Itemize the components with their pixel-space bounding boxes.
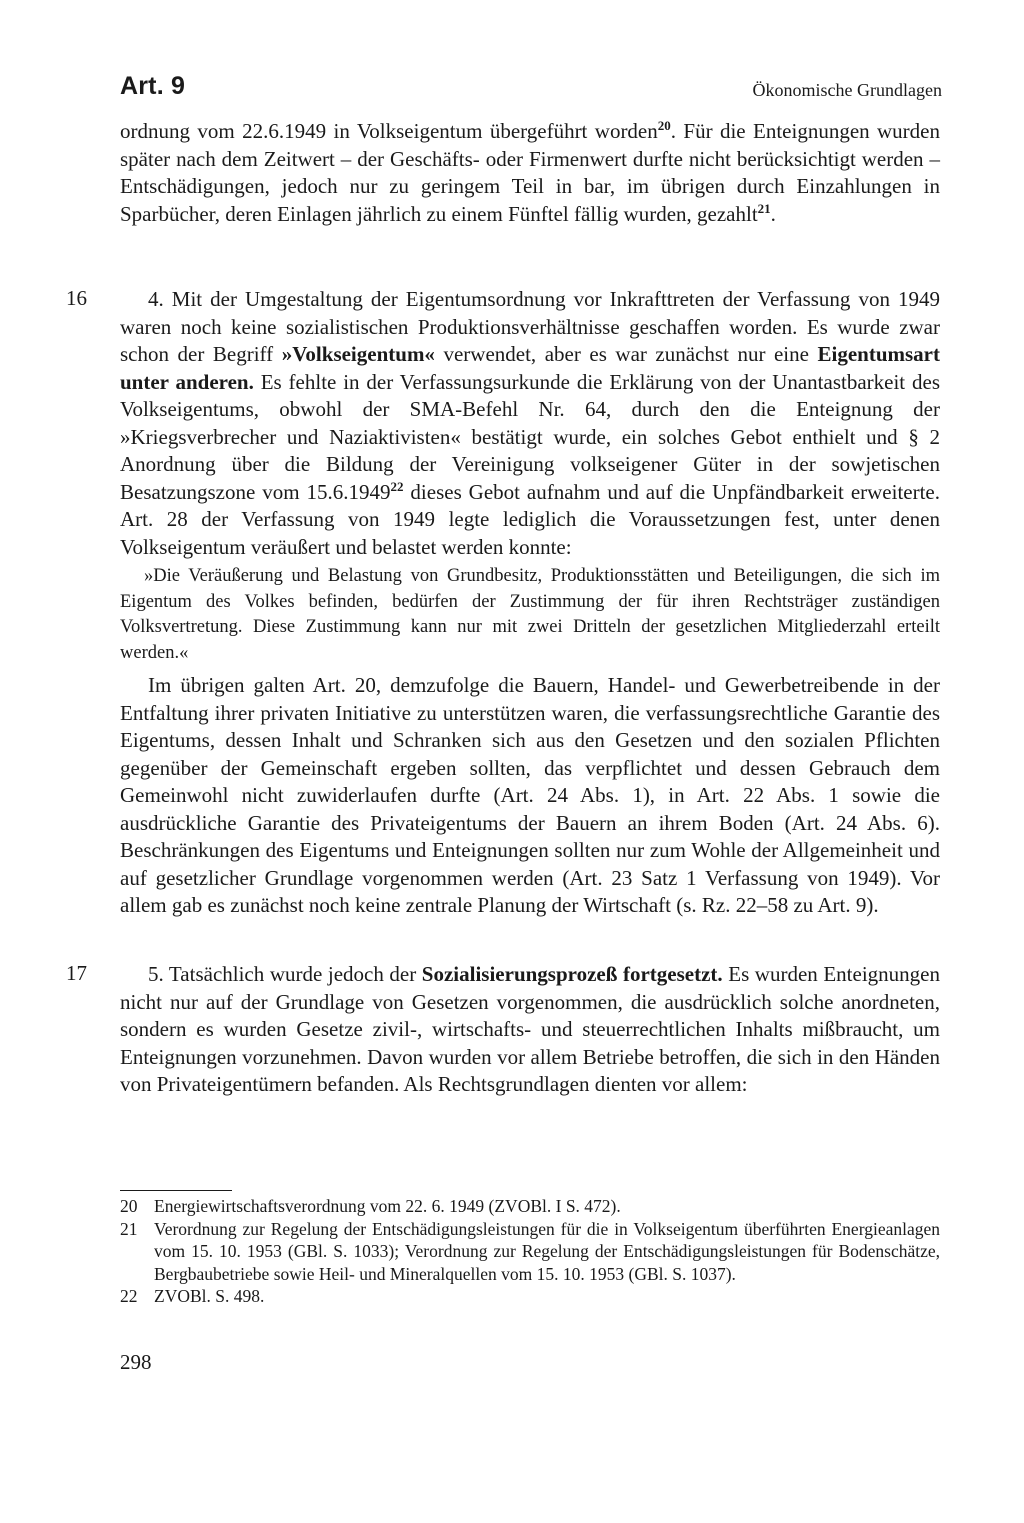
paragraph-16: 4. Mit der Umgestaltung der Eigentumsordnung vor Inkrafttreten der Verfassung von 1949 waren noch keine sozialistischen Produktionsverhältnisse geschaffen worden. Es wurde zwar schon der Begriff »Volkseigentum« verwendet, aber es war zunächst nur eine Eigentumsart unter anderen. Es fehlte in der Verfassungsurkunde die Erklärung von der Unantastbarkeit des Volkseigentums, obwohl der SMA-Befehl Nr. 64, durch den die Enteignung der »Kriegsverbrecher und Naziaktivisten« bestätigt wurde, ein solches Gebot enthielt und § 2 Anordnung über die Bildung der Vereinigung volkseigener Güter in der sowjetischen Besatzungszone vom 15.6.1949$^{22}$ dieses Gebot aufnahm und auf die Unpfändbarkeit erweiterte. Art. 28 der Verfassung von 1949 legte lediglich die Voraussetzungen fest, unter denen Volkseigentum veräußert und belastet werden konnte: bbox=[120, 287, 941, 559]
footnotes bbox=[120, 1195, 940, 1308]
footnote-20: 20 Energiewirtschaftsverordnung vom 22. 6. 1949 (ZVOBl. I S. 472). bbox=[120, 1196, 621, 1216]
article-label: Art. 9 bbox=[120, 72, 186, 100]
paragraph-17: 5. Tatsächlich wurde jedoch der Sozialisierungsprozeß fortgesetzt. Es wurden Enteignungen nicht nur auf der Grundlage von Gesetzen vorgenommen, die ausdrücklich solche anordneten, sondern es wurden Gesetze zivil-, wirtschafts- und steuerrechtlichen Inhalts mißbraucht, um Enteignungen vorzunehmen. Davon wurden vor allem Betriebe betroffen, die sich in den Händen von Privateigentümern befanden. Als Rechtsgrundlagen dienten vor allem: bbox=[120, 962, 940, 1096]
footnote-ref-21[interactable]: 21 bbox=[757, 200, 771, 216]
margin-number-17: 17 bbox=[66, 961, 87, 985]
footnote-divider bbox=[120, 1190, 232, 1191]
footnote-22: 22 ZVOBl. S. 498. bbox=[120, 1286, 265, 1306]
page-number: 298 bbox=[120, 1350, 152, 1374]
footnote-ref-20[interactable]: 20 bbox=[657, 118, 671, 133]
paragraph-16-continued: Im übrigen galten Art. 20, demzufolge die Bauern, Handel- und Gewerbetreibende in der Entfaltung ihrer privaten Initiative zu unterstützen waren, die verfassungsrechtliche Garantie des Eigentums, dessen Inhalt und Schranken sich aus den Gesetzen und den sozialen Pflichten gegenüber der Gemeinschaft ergeben sollten, das verpflichtet und dessen Gebrauch dem Gemeinwohl nicht zuwiderlaufen durfte (Art. 24 Abs. 1), in Art. 22 Abs. 1 sowie die ausdrückliche Garantie des Privateigentums der Bauern an ihrem Boden (Art. 24 Abs. 6). Beschränkungen des Eigentums und Enteignungen sollten nur zum Wohle der Allgemeinheit und auf gesetzlicher Grundlage vorgenommen werden (Art. 23 Satz 1 Verfassung von 1949). Vor allem gab es zunächst noch keine zentrale Planung der Wirtschaft (s. Rz. 22–58 zu Art. 9). bbox=[120, 673, 940, 917]
continuation-paragraph: ordnung vom 22.6.1949 in Volkseigentum übergeführt worden$^{20}$. Für die Enteignungen wurden später nach dem Zeitwert – der Geschäfts- oder Firmenwert durfte nicht berücksichtigt werden – Entschädigungen, jedoch nur zu geringem Teil in bar, im übrigen durch Einzahlungen in Sparbücher, deren Einlagen jährlich zu einem Fünftel fällig wurden, gezahlt$^{21}$. bbox=[120, 118, 940, 226]
block-quote: »Die Veräußerung und Belastung von Grundbesitz, Produktionsstätten und Beteiligungen, die sich im Eigentum des Volkes befinden, bedürfen der Zustimmung der für ihren Rechtsträger zuständigen Volksvertretung. Diese Zustimmung kann nur mit zwei Dritteln der gesetzlichen Mitgliederzahl erteilt werden.« bbox=[120, 566, 940, 664]
footnote-ref-22[interactable]: 22 bbox=[390, 478, 404, 494]
margin-number-16: 16 bbox=[66, 286, 87, 310]
footnote-21: 21 Verordnung zur Regelung der Entschädigungsleistungen für die in Volkseigentum überführten Energieanlagen vom 15. 10. 1953 (GBl. S. 1033); Verordnung zur Regelung der Entschädigungsleistungen für Bodenschätze, Bergbaubetriebe sowie Heil- und Mineralquellen vom 15. 10. 1953 (GBl. S. 1037). bbox=[120, 1218, 940, 1284]
section-title: Ökonomische Grundlagen bbox=[752, 80, 942, 100]
